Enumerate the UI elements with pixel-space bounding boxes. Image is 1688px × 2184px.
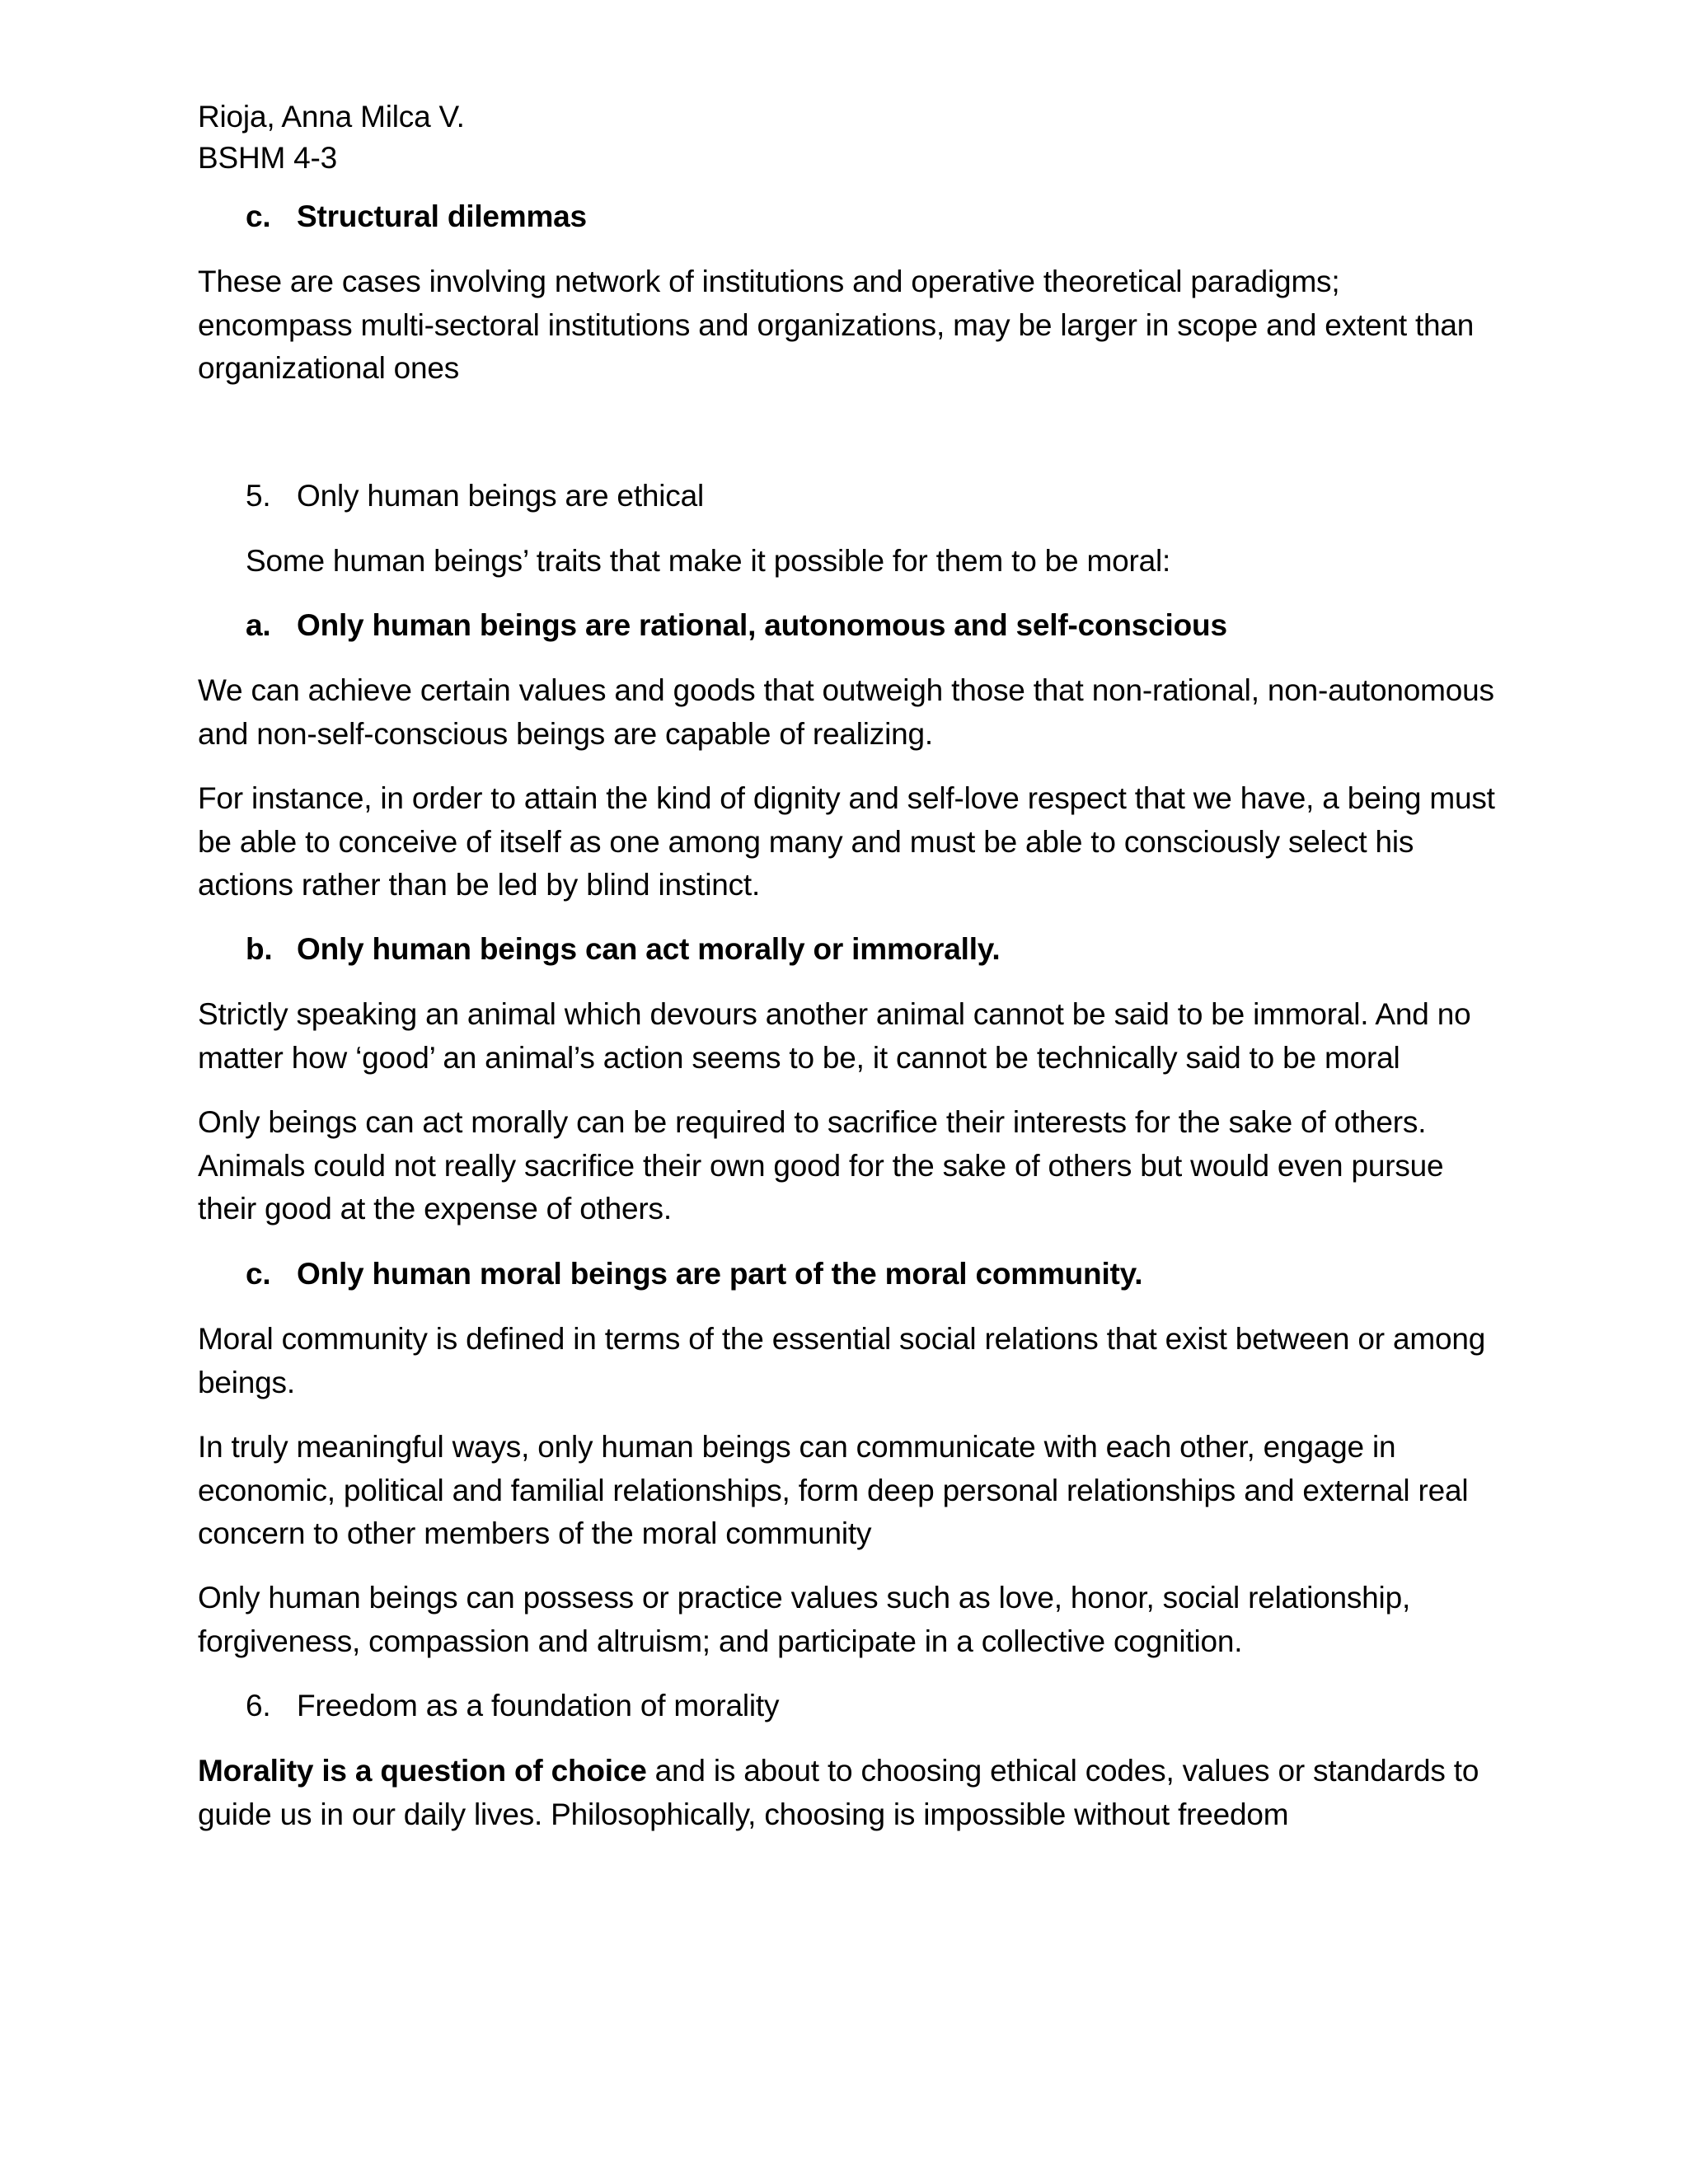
heading-rational [246,604,1227,647]
list-item-5 [246,475,704,518]
heading-text: Only human beings can act morally or immorally. [297,932,1001,966]
author-name: Rioja, Anna Milca V. [198,100,465,134]
heading-act-morally [246,928,1001,971]
list-marker: 6. [246,1689,271,1722]
class-section: BSHM 4-3 [198,141,338,175]
list-item-text: Freedom as a foundation of morality [297,1689,780,1722]
heading-text: Structural dilemmas [297,199,587,233]
list-item-text: Only human beings are ethical [297,479,704,513]
list-marker: c. [246,199,271,233]
list-marker: b. [246,932,273,966]
list-marker: c. [246,1257,271,1291]
paragraph-freedom [198,1750,1500,1836]
list-marker: 5. [246,479,271,513]
paragraph-act-morally-1: Strictly speaking an animal which devours another animal cannot be said to be immoral. And no matter how ‘good’ an animal’s action seems to be, it cannot be technically said to be moral [198,997,1471,1075]
emphasis-text: Morality is a question of choice [198,1754,647,1788]
heading-text: Only human moral beings are part of the moral community. [297,1257,1143,1291]
list-item-6 [246,1685,779,1727]
paragraph-rational-1: We can achieve certain values and goods that outweigh those that non-rational, non-autonomous and non-self-conscious beings are capable of realizing. [198,673,1494,751]
paragraph-community-1: Moral community is defined in terms of the essential social relations that exist between or among beings. [198,1322,1486,1399]
list-marker: a. [246,608,271,642]
heading-structural-dilemmas [246,195,587,238]
paragraph-community-2: In truly meaningful ways, only human beings can communicate with each other, engage in economic, political and familial relationships, form deep personal relationships and external real concern to other members of the moral community [198,1430,1469,1550]
paragraph-structural: These are cases involving network of institutions and operative theoretical paradigms; encompass multi-sectoral institutions and organizations, may be larger in scope and extent than organizational ones [198,265,1475,385]
paragraph-traits-intro: Some human beings’ traits that make it possible for them to be moral: [246,544,1171,578]
paragraph-text: and is about to choosing ethical codes, values or standards to guide us in our daily lives. Philosophically, choosing is impossible without freedom [198,1754,1479,1831]
heading-text: Only human beings are rational, autonomous and self-conscious [297,608,1227,642]
paragraph-community-3: Only human beings can possess or practice values such as love, honor, social relationship, forgiveness, compassion and altruism; and participate in a collective cognition. [198,1581,1411,1658]
paragraph-rational-2: For instance, in order to attain the kind of dignity and self-love respect that we have, a being must be able to conceive of itself as one among many and must be able to consciously select his actions rather than be led by blind instinct. [198,781,1495,902]
paragraph-act-morally-2: Only beings can act morally can be required to sacrifice their interests for the sake of others. Animals could not really sacrifice their own good for the sake of others but would even pursue their good at the expense of others. [198,1105,1444,1226]
heading-moral-community [246,1253,1142,1296]
